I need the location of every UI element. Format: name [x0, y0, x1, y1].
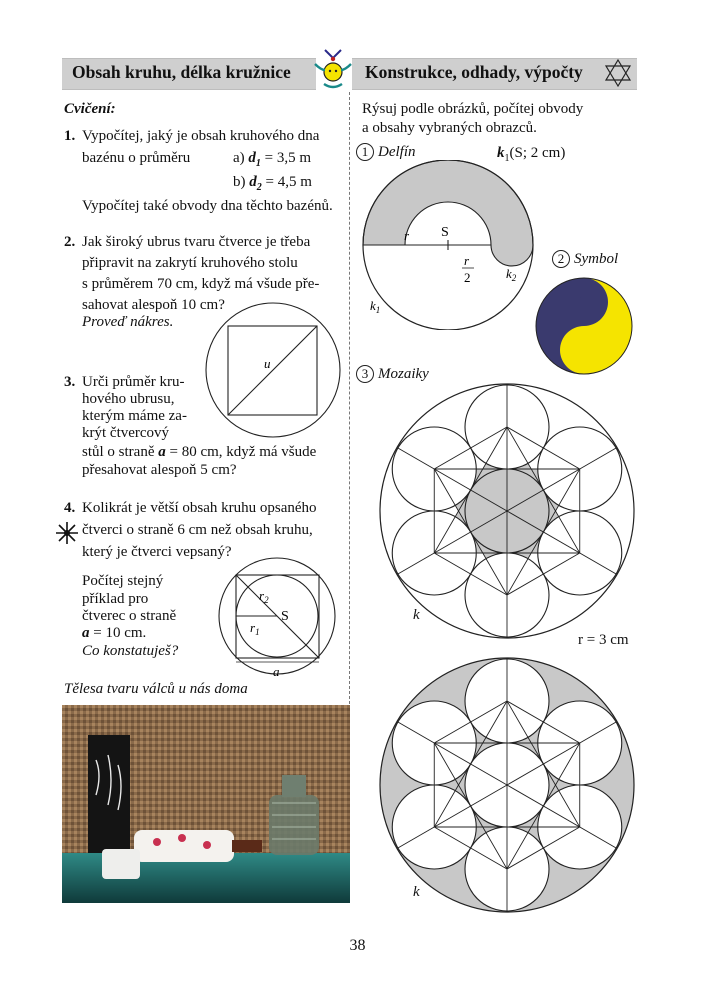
- fig2-title: [552, 250, 618, 269]
- star-of-david-icon: [603, 58, 633, 88]
- fig1-circle-var: k: [497, 145, 505, 161]
- fig3-title-text: Mozaiky: [378, 366, 429, 382]
- column-divider: [349, 92, 350, 704]
- exercises-heading: Cvičení:: [64, 101, 116, 117]
- ex3-line5-pre: stůl o straně: [82, 444, 159, 460]
- fig1-frac-den: 2: [464, 270, 471, 285]
- fig3-number: 3: [356, 365, 374, 383]
- ex4-a-label: a: [273, 664, 280, 679]
- ex4-sub-post: = 10 cm.: [89, 625, 147, 641]
- fig1-r-label: r: [404, 228, 410, 243]
- fig2-number: 2: [552, 250, 570, 268]
- ex1-line1: Vypočítej, jaký je obsah kruhového dna: [82, 128, 320, 144]
- fig1-k2-label: $k_2$: [506, 266, 517, 283]
- header-left-title: Obsah kruhu, délka kružnice: [72, 62, 291, 82]
- ex4-r2-label: $r_2$: [259, 588, 269, 605]
- ex1-a-label: a): [233, 150, 245, 166]
- fig1-circle-def-text: (S; 2 cm): [509, 145, 566, 161]
- star-burst-icon: [55, 521, 79, 545]
- fig1-title-text: Delfín: [378, 144, 416, 160]
- mosaic-radius-note: r = 3 cm: [578, 632, 629, 648]
- ex3-line1: Urči průměr kru-: [82, 374, 185, 390]
- ex2-line3: s průměrem 70 cm, když má všude pře-: [82, 276, 320, 292]
- ex3-line6: přesahovat alespoň 5 cm?: [82, 462, 237, 478]
- ex3-line5: [82, 443, 316, 462]
- fig1-k1-label: $k_1$: [370, 298, 381, 315]
- ex4-s-label: S: [281, 609, 289, 624]
- ex4-line1: Kolikrát je větší obsah kruhu opsaného: [82, 500, 317, 516]
- ex3-line4: krýt čtvercový: [82, 425, 170, 441]
- ex3-line3: kterým máme za-: [82, 408, 187, 424]
- ex1-a-var: d: [248, 150, 256, 166]
- fig1-dolphin-diagram: [358, 160, 548, 330]
- ex1-line2: bazénu o průměru: [82, 150, 191, 166]
- ex1-b-sub: 2: [256, 182, 262, 193]
- ex1-a-value: = 3,5 m: [260, 150, 312, 166]
- photo-caption: Tělesa tvaru válců u nás doma: [64, 681, 248, 697]
- ex4-line2: čtverci o straně 6 cm než obsah kruhu,: [82, 522, 313, 538]
- ex4-line3: který je čtverci vepsaný?: [82, 544, 232, 560]
- ex4-question: Co konstatuješ?: [82, 643, 179, 659]
- ex3-line2: hového ubrusu,: [82, 391, 175, 407]
- ex3-line5-post: = 80 cm, když má všude: [165, 444, 317, 460]
- fig1-circle-sub: 1: [504, 153, 510, 164]
- ex4-number: 4.: [64, 500, 76, 516]
- ex2-number: 2.: [64, 234, 76, 250]
- juggler-icon: [311, 46, 355, 94]
- ex1-b-label: b): [233, 174, 246, 190]
- ex1-b-var: d: [249, 174, 257, 190]
- yin-yang-symbol: [534, 276, 634, 376]
- ex2-diagram: [200, 300, 348, 440]
- ex4-r1-label: $r_1$: [250, 620, 260, 637]
- ex3-line5-var: a: [158, 444, 166, 460]
- ex4-sub-line2: příklad pro: [82, 591, 149, 607]
- ex4-sub-line1: Počítej stejný: [82, 573, 164, 589]
- ex2-line4: sahovat alespoň 10 cm?: [82, 297, 225, 313]
- ex2-diagram-u: u: [264, 356, 271, 371]
- ex2-note: Proveď nákres.: [82, 314, 174, 330]
- fig1-s-label: S: [441, 225, 449, 240]
- ex1-line3: Vypočítej také obvody dna těchto bazénů.: [82, 198, 333, 214]
- fig2-title-text: Symbol: [574, 251, 619, 267]
- right-intro-line1: Rýsuj podle obrázků, počítej obvody: [362, 101, 584, 117]
- ex1-number: 1.: [64, 128, 76, 144]
- ex2-line1: Jak široký ubrus tvaru čtverce je třeba: [82, 234, 311, 250]
- ex4-sub-line4: [82, 624, 146, 643]
- ex1-option-a: [233, 149, 311, 173]
- ex2-line2: připravit na zakrytí kruhového stolu: [82, 255, 298, 271]
- page-number: 38: [349, 937, 366, 954]
- ex4-diagram: [215, 556, 345, 686]
- mosaic-diagram-2: [378, 656, 636, 914]
- household-cylinders-photo: [62, 705, 350, 903]
- ex1-option-b: [233, 173, 312, 197]
- mosaic1-k-label: k: [413, 607, 420, 623]
- right-intro-line2: a obsahy vybraných obrazců.: [362, 120, 537, 136]
- mosaic-diagram-1: [378, 382, 636, 640]
- header-right-title: Konstrukce, odhady, výpočty: [365, 62, 583, 82]
- ex4-sub-line3: čtverec o straně: [82, 608, 177, 624]
- fig1-frac-num: r: [464, 253, 470, 268]
- fig1-number: 1: [356, 143, 374, 161]
- ex1-b-value: = 4,5 m: [261, 174, 312, 190]
- ex1-a-sub: 1: [255, 158, 261, 169]
- mosaic2-k-label: k: [413, 884, 420, 900]
- ex3-number: 3.: [64, 374, 76, 390]
- ex4-sub-var: a: [82, 625, 90, 641]
